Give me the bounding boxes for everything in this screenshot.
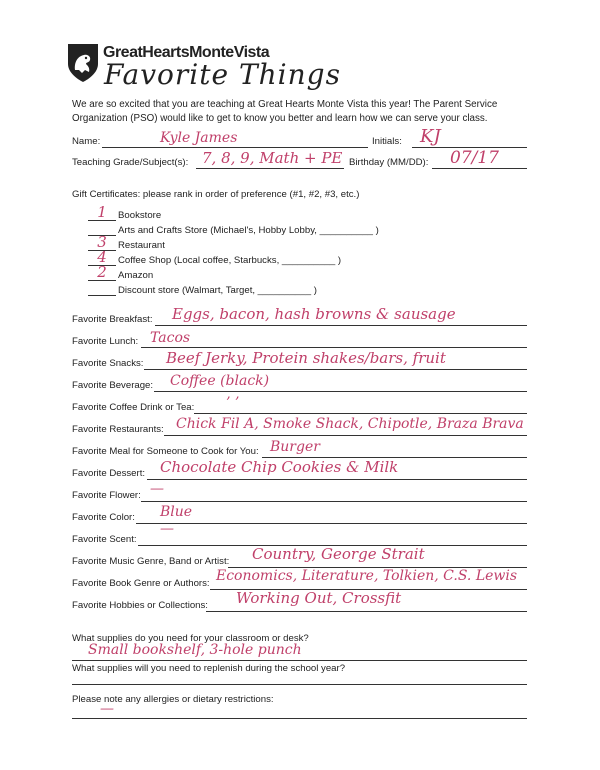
grade-field[interactable]: 7, 8, 9, Math + PE xyxy=(202,149,343,167)
name-label: Name: xyxy=(72,136,101,147)
field-value[interactable]: Chick Fil A, Smoke Shack, Chipotle, Braza Brava xyxy=(176,416,524,432)
field-value[interactable]: Blue xyxy=(160,504,193,520)
gift-label: Discount store (Walmart, Target, __________ ) xyxy=(118,285,317,296)
gift-label: Bookstore xyxy=(118,210,162,221)
question-answer[interactable]: Small bookshelf, 3-hole punch xyxy=(88,642,302,658)
field-label: Favorite Meal for Someone to Cook for You: xyxy=(72,446,259,457)
field-value[interactable]: Working Out, Crossfit xyxy=(236,589,402,607)
field-label: Favorite Flower: xyxy=(72,490,141,501)
question-answer[interactable]: — xyxy=(100,701,114,717)
page-title: Favorite Things xyxy=(104,58,341,91)
rank-value[interactable]: 1 xyxy=(97,203,107,221)
field-value[interactable]: Economics, Literature, Tolkien, C.S. Lewis xyxy=(216,568,518,584)
field-value[interactable]: Burger xyxy=(270,439,320,455)
field-label: Favorite Coffee Drink or Tea: xyxy=(72,402,195,413)
field-label: Favorite Color: xyxy=(72,512,135,523)
intro-text: We are so excited that you are teaching at Great Hearts Monte Vista this year! The Parent Service Organization (PSO) would like to get to know you better and learn how we can serve your class. xyxy=(72,99,498,124)
gift-label: Amazon xyxy=(118,270,154,281)
field-value[interactable]: Tacos xyxy=(150,330,191,346)
birthday-line xyxy=(432,168,527,169)
field-label: Favorite Beverage: xyxy=(72,380,154,391)
field-label: Favorite Scent: xyxy=(72,534,137,545)
birthday-label: Birthday (MM/DD): xyxy=(349,157,429,168)
question-label: What supplies do you need for your classroom or desk? xyxy=(72,633,309,644)
field-value[interactable]: — xyxy=(150,481,164,497)
field-label: Favorite Dessert: xyxy=(72,468,146,479)
field-label: Favorite Lunch: xyxy=(72,336,139,347)
birthday-field[interactable]: 07/17 xyxy=(450,148,499,168)
field-value[interactable]: Country, George Strait xyxy=(252,545,425,563)
field-label: Favorite Restaurants: xyxy=(72,424,164,435)
field-label: Favorite Hobbies or Collections: xyxy=(72,600,208,611)
brand-name: GreatHeartsMonteVista xyxy=(103,44,270,61)
initials-field[interactable]: KJ xyxy=(420,126,441,147)
field-value[interactable]: Coffee (black) xyxy=(170,373,270,389)
question-label: Please note any allergies or dietary restrictions: xyxy=(72,694,274,705)
rank-value[interactable]: 4 xyxy=(97,248,107,266)
field-label: Favorite Book Genre or Authors: xyxy=(72,578,210,589)
initials-label: Initials: xyxy=(372,136,402,147)
rank-value[interactable]: 2 xyxy=(97,263,107,281)
rank-value[interactable]: 3 xyxy=(97,233,107,251)
lion-shield-icon xyxy=(66,42,100,84)
name-field[interactable]: Kyle James xyxy=(160,130,238,146)
field-value[interactable]: ’ ’ xyxy=(226,395,240,411)
grade-label: Teaching Grade/Subject(s): xyxy=(72,157,189,168)
gift-heading: Gift Certificates: please rank in order of preference (#1, #2, #3, etc.) xyxy=(72,189,360,200)
gift-label: Coffee Shop (Local coffee, Starbucks, __________ ) xyxy=(118,255,342,266)
field-label: Favorite Music Genre, Band or Artist: xyxy=(72,556,230,567)
name-line xyxy=(102,147,368,148)
field-value[interactable]: Beef Jerky, Protein shakes/bars, fruit xyxy=(166,349,446,367)
gift-label: Arts and Crafts Store (Michael's, Hobby Lobby, __________ ) xyxy=(118,225,379,236)
grade-line xyxy=(196,168,344,169)
field-label: Favorite Breakfast: xyxy=(72,314,153,325)
field-value[interactable]: Eggs, bacon, hash browns & sausage xyxy=(172,305,456,323)
question-label: What supplies will you need to replenish during the school year? xyxy=(72,663,346,674)
gift-label: Restaurant xyxy=(118,240,165,251)
field-value[interactable]: Chocolate Chip Cookies & Milk xyxy=(160,458,399,476)
field-label: Favorite Snacks: xyxy=(72,358,144,369)
field-value[interactable]: — xyxy=(160,521,174,537)
